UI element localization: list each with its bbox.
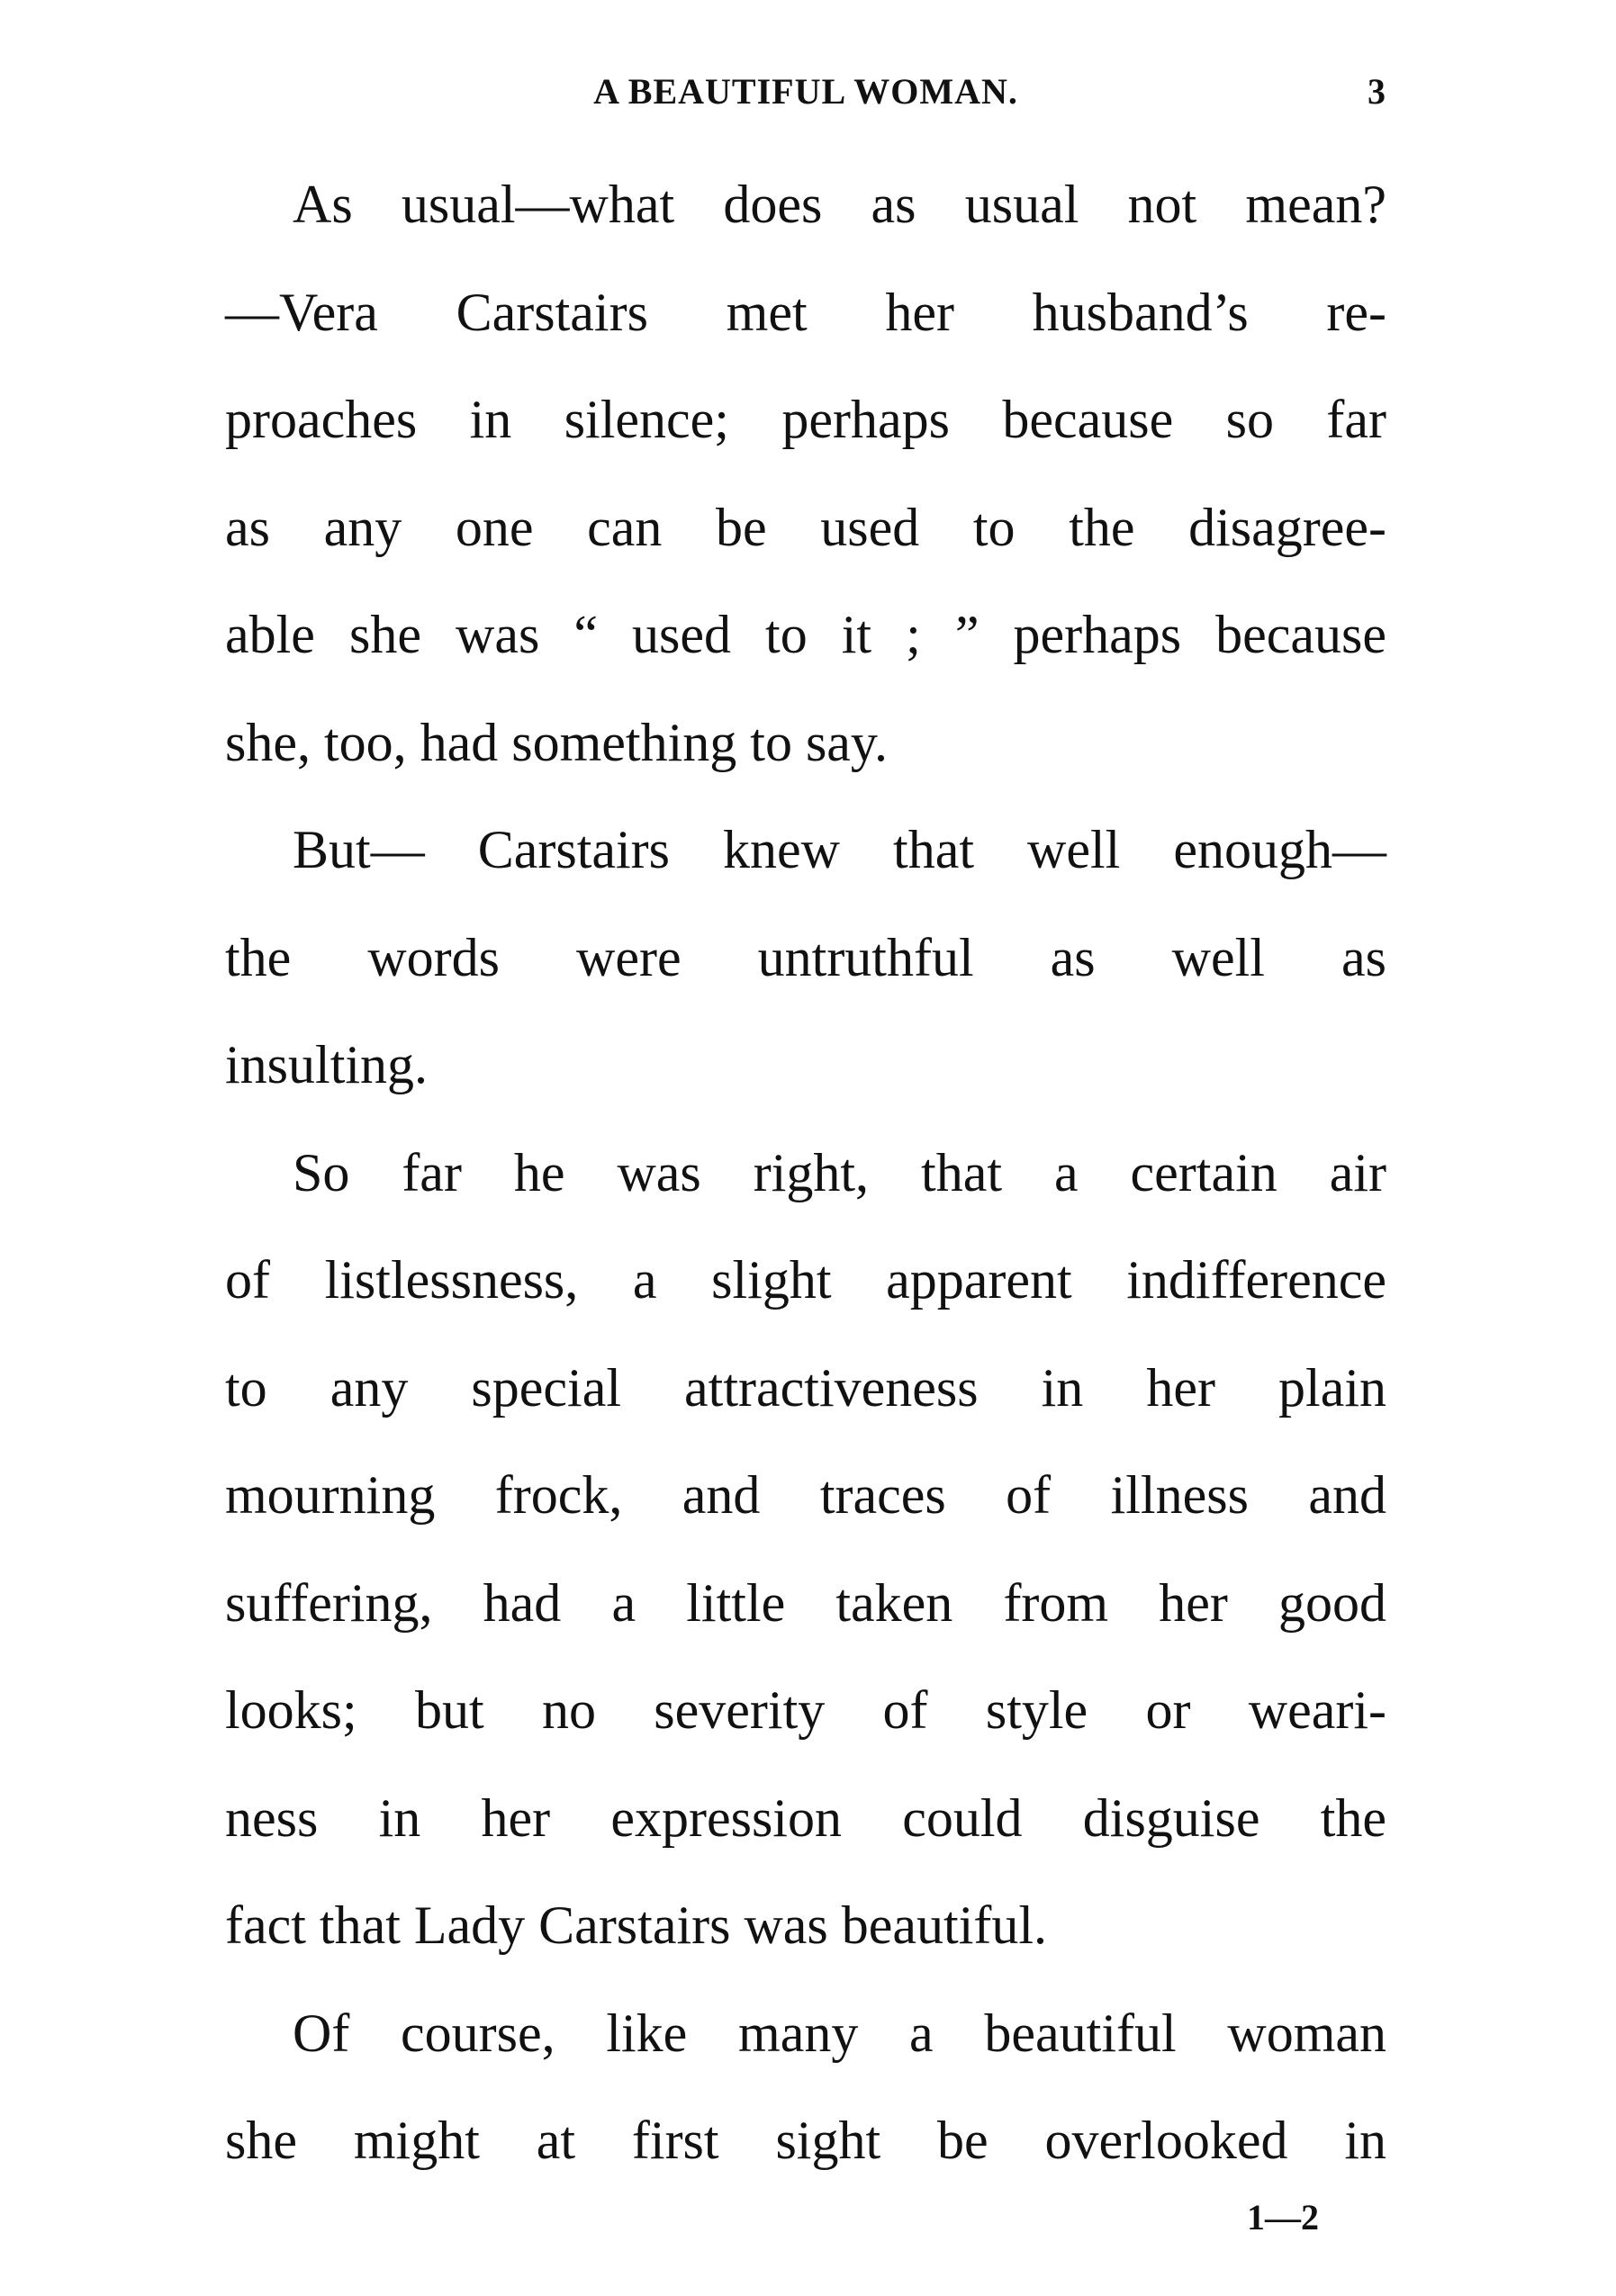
signature-mark: 1—2: [1247, 2197, 1319, 2237]
page-number: 3: [1368, 71, 1386, 112]
text-line: So far he was right, that a certain air: [293, 1142, 1386, 1202]
text-line: able she was “ used to it ; ” perhaps because: [225, 605, 1386, 664]
text-line: mourning frock, and traces of illness and: [225, 1465, 1386, 1525]
body-text: [225, 151, 1386, 2195]
text-line: But— Carstairs knew that well enough—: [293, 820, 1386, 879]
text-line: As usual—what does as usual not mean?: [293, 175, 1386, 234]
running-head: [225, 70, 1386, 115]
running-title: A BEAUTIFUL WOMAN.: [593, 71, 1018, 112]
text-line: —Vera Carstairs met her husband’s re-: [225, 282, 1386, 342]
text-line: fact that Lady Carstairs was beautiful.: [225, 1895, 1048, 1955]
text-line: proaches in silence; perhaps because so far: [225, 390, 1386, 449]
text-line: insulting.: [225, 1035, 429, 1094]
text-line: as any one can be used to the disagree-: [225, 497, 1386, 557]
text-line: to any special attractiveness in her plain: [225, 1357, 1386, 1418]
text-line: she, too, had something to say.: [225, 712, 889, 772]
text-line: the words were untruthful as well as: [225, 927, 1386, 987]
text-line: ness in her expression could disguise the: [225, 1787, 1386, 1848]
text-line: she might at first sight be overlooked in: [225, 2111, 1386, 2170]
text-line: Of course, like many a beautiful woman: [293, 2003, 1386, 2063]
text-line: of listlessness, a slight apparent indifference: [225, 1250, 1386, 1310]
text-line: suffering, had a little taken from her good: [225, 1572, 1386, 1633]
text-line: looks; but no severity of style or weari-: [225, 1680, 1386, 1740]
